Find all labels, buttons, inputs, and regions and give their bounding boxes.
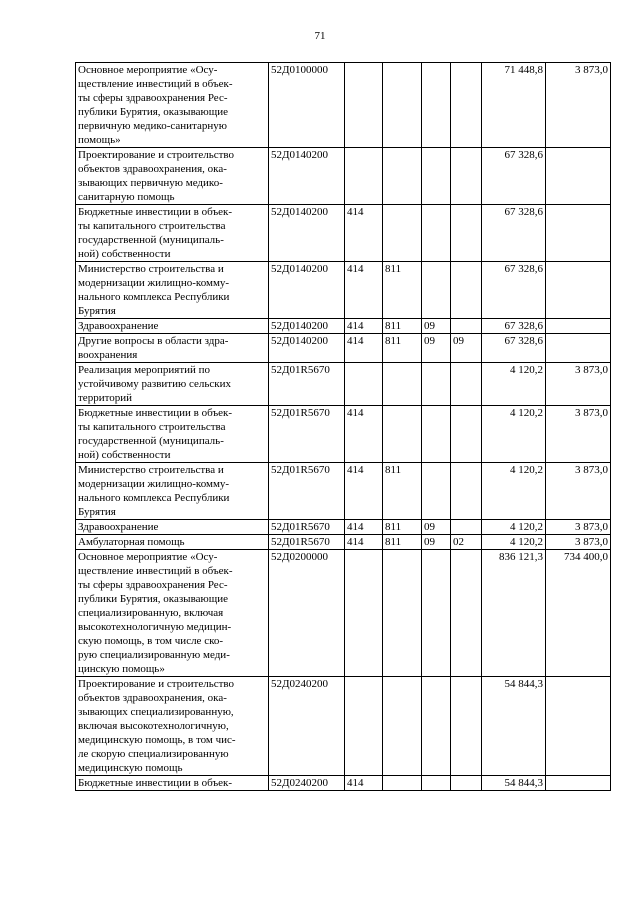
cell-rz <box>422 205 451 262</box>
cell-vr <box>345 363 383 406</box>
cell-code: 52Д0240200 <box>269 776 345 791</box>
cell-code: 52Д0100000 <box>269 63 345 148</box>
table-row <box>76 463 611 520</box>
cell-rz: 09 <box>422 319 451 334</box>
cell-rz <box>422 463 451 520</box>
cell-vr: 414 <box>345 520 383 535</box>
cell-sum1: 836 121,3 <box>482 550 546 677</box>
cell-grbs <box>383 550 422 677</box>
cell-rz <box>422 550 451 677</box>
cell-vr <box>345 677 383 776</box>
cell-sum2 <box>546 148 611 205</box>
cell-code: 52Д0140200 <box>269 262 345 319</box>
cell-rz: 09 <box>422 535 451 550</box>
cell-name: Бюджетные инвестиции в объек- <box>76 776 269 791</box>
cell-rz <box>422 262 451 319</box>
cell-sum2 <box>546 205 611 262</box>
cell-grbs: 811 <box>383 319 422 334</box>
cell-code: 52Д01R5670 <box>269 363 345 406</box>
cell-vr: 414 <box>345 463 383 520</box>
table-row <box>76 535 611 550</box>
cell-grbs: 811 <box>383 520 422 535</box>
table-row <box>76 319 611 334</box>
cell-code: 52Д01R5670 <box>269 520 345 535</box>
table-row <box>76 677 611 776</box>
cell-pr <box>451 363 482 406</box>
cell-grbs <box>383 406 422 463</box>
cell-name: Реализация мероприятий по устойчивому развитию сельских территорий <box>76 363 269 406</box>
table-row <box>76 63 611 148</box>
cell-sum2: 734 400,0 <box>546 550 611 677</box>
cell-sum1: 4 120,2 <box>482 363 546 406</box>
cell-rz <box>422 63 451 148</box>
cell-code: 52Д0240200 <box>269 677 345 776</box>
cell-grbs <box>383 776 422 791</box>
cell-pr: 09 <box>451 334 482 363</box>
table-row <box>76 205 611 262</box>
cell-name: Проектирование и строительство объектов здравоохранения, ока- зывающих первичную медико- санитарную помощь <box>76 148 269 205</box>
cell-rz: 09 <box>422 520 451 535</box>
cell-grbs: 811 <box>383 535 422 550</box>
cell-sum2: 3 873,0 <box>546 406 611 463</box>
cell-sum2 <box>546 319 611 334</box>
table-row <box>76 776 611 791</box>
cell-sum1: 67 328,6 <box>482 319 546 334</box>
table-row <box>76 550 611 677</box>
cell-sum1: 4 120,2 <box>482 535 546 550</box>
cell-name: Министерство строительства и модернизации жилищно-комму- нального комплекса Республики Бурятия <box>76 463 269 520</box>
cell-vr: 414 <box>345 334 383 363</box>
cell-vr: 414 <box>345 262 383 319</box>
cell-sum2 <box>546 262 611 319</box>
cell-name: Министерство строительства и модернизации жилищно-комму- нального комплекса Республики Бурятия <box>76 262 269 319</box>
cell-rz <box>422 677 451 776</box>
cell-vr: 414 <box>345 319 383 334</box>
cell-name: Другие вопросы в области здра- воохранения <box>76 334 269 363</box>
cell-name: Проектирование и строительство объектов здравоохранения, ока- зывающих специализированную, включая высокотехнологичную, медицинскую помощь, в том чис- ле скорую специализированную медицинскую помощь <box>76 677 269 776</box>
cell-pr <box>451 262 482 319</box>
table-row <box>76 406 611 463</box>
cell-name: Основное мероприятие «Осу- ществление инвестиций в объек- ты сферы здравоохранения Рес- публики Бурятия, оказывающие первичную медико-санитарную помощь» <box>76 63 269 148</box>
cell-rz <box>422 363 451 406</box>
cell-pr <box>451 463 482 520</box>
cell-grbs <box>383 148 422 205</box>
cell-pr <box>451 205 482 262</box>
cell-pr <box>451 776 482 791</box>
cell-name: Основное мероприятие «Осу- ществление инвестиций в объек- ты сферы здравоохранения Рес- публики Бурятия, оказывающие специализированную, включая высокотехнологичную медицин- скую помощь, в том числе ско- рую специализированную меди- цинскую помощь» <box>76 550 269 677</box>
cell-code: 52Д0200000 <box>269 550 345 677</box>
cell-sum1: 71 448,8 <box>482 63 546 148</box>
cell-vr <box>345 148 383 205</box>
cell-grbs: 811 <box>383 463 422 520</box>
table-row <box>76 363 611 406</box>
cell-pr <box>451 63 482 148</box>
cell-name: Здравоохранение <box>76 319 269 334</box>
table-row <box>76 148 611 205</box>
cell-sum2: 3 873,0 <box>546 363 611 406</box>
cell-vr <box>345 63 383 148</box>
cell-sum2 <box>546 334 611 363</box>
table-row <box>76 262 611 319</box>
cell-code: 52Д01R5670 <box>269 535 345 550</box>
cell-grbs <box>383 63 422 148</box>
cell-sum1: 4 120,2 <box>482 520 546 535</box>
cell-vr: 414 <box>345 205 383 262</box>
cell-name: Амбулаторная помощь <box>76 535 269 550</box>
cell-vr: 414 <box>345 406 383 463</box>
cell-grbs: 811 <box>383 262 422 319</box>
cell-sum2: 3 873,0 <box>546 520 611 535</box>
cell-sum2: 3 873,0 <box>546 63 611 148</box>
cell-sum1: 67 328,6 <box>482 148 546 205</box>
cell-sum1: 54 844,3 <box>482 677 546 776</box>
cell-name: Здравоохранение <box>76 520 269 535</box>
cell-code: 52Д0140200 <box>269 148 345 205</box>
cell-vr <box>345 550 383 677</box>
cell-rz <box>422 406 451 463</box>
cell-pr <box>451 520 482 535</box>
cell-code: 52Д0140200 <box>269 334 345 363</box>
cell-grbs <box>383 363 422 406</box>
cell-vr: 414 <box>345 535 383 550</box>
cell-sum2 <box>546 776 611 791</box>
cell-sum2: 3 873,0 <box>546 535 611 550</box>
cell-rz <box>422 776 451 791</box>
cell-sum1: 4 120,2 <box>482 406 546 463</box>
cell-pr <box>451 319 482 334</box>
cell-grbs <box>383 205 422 262</box>
cell-name: Бюджетные инвестиции в объек- ты капитального строительства государственной (муниципаль- ной) собственности <box>76 205 269 262</box>
cell-sum2 <box>546 677 611 776</box>
cell-rz <box>422 148 451 205</box>
cell-sum1: 67 328,6 <box>482 262 546 319</box>
cell-code: 52Д0140200 <box>269 319 345 334</box>
table-row <box>76 520 611 535</box>
cell-sum1: 67 328,6 <box>482 205 546 262</box>
cell-sum2: 3 873,0 <box>546 463 611 520</box>
table-row <box>76 334 611 363</box>
cell-name: Бюджетные инвестиции в объек- ты капитального строительства государственной (муниципаль- ной) собственности <box>76 406 269 463</box>
cell-pr <box>451 148 482 205</box>
page-number: 71 <box>314 30 326 42</box>
cell-sum1: 67 328,6 <box>482 334 546 363</box>
cell-grbs: 811 <box>383 334 422 363</box>
cell-code: 52Д01R5670 <box>269 406 345 463</box>
cell-code: 52Д0140200 <box>269 205 345 262</box>
cell-pr: 02 <box>451 535 482 550</box>
cell-rz: 09 <box>422 334 451 363</box>
cell-code: 52Д01R5670 <box>269 463 345 520</box>
cell-vr: 414 <box>345 776 383 791</box>
cell-pr <box>451 550 482 677</box>
cell-sum1: 54 844,3 <box>482 776 546 791</box>
budget-table <box>75 62 611 791</box>
cell-pr <box>451 677 482 776</box>
cell-pr <box>451 406 482 463</box>
cell-grbs <box>383 677 422 776</box>
cell-sum1: 4 120,2 <box>482 463 546 520</box>
